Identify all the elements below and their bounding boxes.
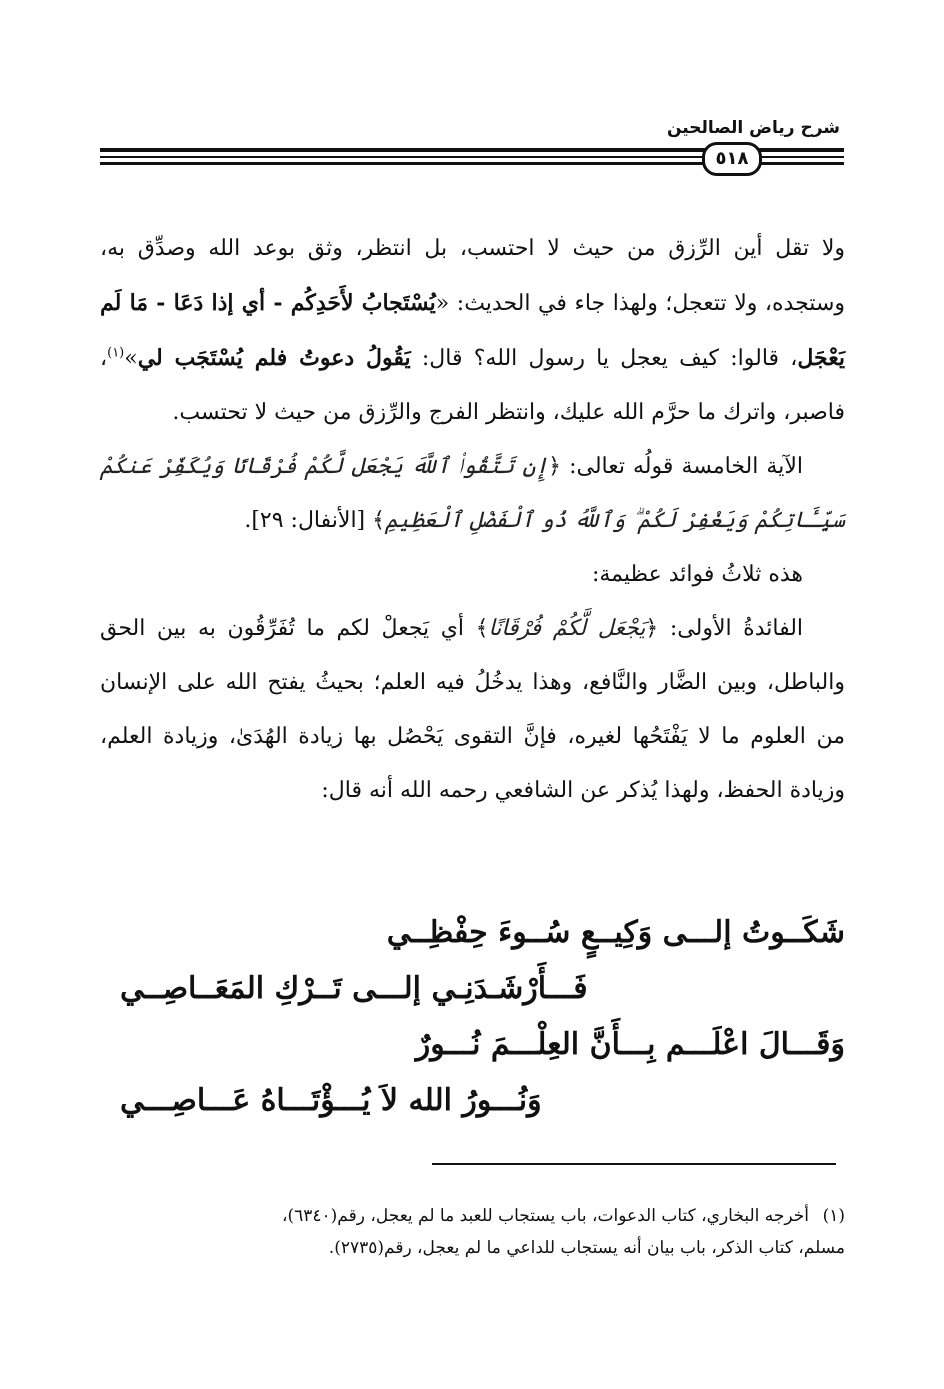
footnote-mark: (١) [822, 1206, 845, 1226]
footnote-separator [432, 1163, 836, 1165]
p2-text-a: الآية الخامسة قولُه تعالى: ﴿ [548, 454, 803, 479]
quran-phrase: يَجْعَل لَّكُمْ فُرْقَانًا [488, 616, 646, 641]
main-text [100, 222, 845, 818]
p2-text-b: ﴾ [الأنفال: ٢٩]. [244, 508, 386, 533]
footnotes [100, 1200, 845, 1264]
p1-text-d: ، فاصبر، واترك ما حرَّم الله عليك، وانتظر الفرج والرِّزق من حيث لا تحتسب. [100, 346, 845, 425]
quran-verse-anfal-29: إِن تَتَّقُوا۟ ٱللَّهَ يَجْعَل لَّكُمْ فُرْقَانًا وَيُكَفِّرْ عَنكُمْ سَيِّـَٔاتِكُمْ وَيَغْفِرْ لَكُمْ ۗ وَٱللَّهُ ذُو ٱلْفَضْلِ ٱلْعَظِيمِ [100, 454, 845, 533]
p4-text-a: الفائدةُ الأولى: ﴿ [645, 616, 804, 641]
hadith-quote-1: يُسْتَجابُ لأَحَدِكُم - أي إذا دَعَا - مَا لَم يَعْجَل [100, 290, 845, 371]
footnote-1-cont [100, 1232, 845, 1264]
p1-text-c: » [124, 346, 138, 371]
running-header-title: شرح رياض الصالحين [666, 118, 840, 138]
paragraph-1 [100, 222, 845, 440]
poem-verse-2: فَـــأَرْشَـدَنِـي إلـــى تَــرْكِ المَعَــاصِــي [120, 971, 588, 1006]
footnote-line-1: أخرجه البخاري، كتاب الدعوات، باب يستجاب للعبد ما لم يعجل، رقم(٦٣٤٠)، [282, 1206, 809, 1226]
footnote-reference[interactable]: (١) [107, 345, 125, 361]
paragraph-2 [100, 440, 845, 548]
hadith-quote-2: يَقُولُ دعوتُ فلم يُسْتَجَب لي [137, 345, 411, 371]
p1-text-b: ، قالوا: كيف يعجل يا رسول الله؟ قال: [410, 346, 798, 371]
paragraph-4 [100, 602, 845, 818]
poem-verse-4: وَنُـــورُ الله لاَ يُـــؤْتَـــاهُ عَـــاصِـــي [120, 1083, 542, 1118]
paragraph-3: هذه ثلاثُ فوائد عظيمة: [591, 562, 803, 587]
p4-text-b: ﴾ أي يَجعلْ لكم ما تُفَرِّقُون به بين الحق والباطل، وبين الضَّار والنَّافع، وهذا يدخُلُ فيه العلم؛ بحيثُ يفتح الله على الإنسان من العلوم ما لا يَفْتَحُها لغيره، فإنَّ التقوى يَحْصُل بها زيادة الهُدَىٰ، وزيادة العلم، وزيادة الحفظ، ولهذا يُذكر عن الشافعي رحمه الله أنه قال: [100, 616, 845, 803]
poem-verse-3: وَقَـــالَ اعْلَـــم بِـــأَنَّ العِلْـــمَ نُـــورٌ [415, 1027, 845, 1062]
footnote-1 [100, 1200, 845, 1232]
poem [100, 905, 845, 1129]
footnote-line-2: مسلم، كتاب الذكر، باب بيان أنه يستجاب للداعي ما لم يعجل، رقم(٢٧٣٥). [328, 1238, 845, 1258]
page-number-badge: ٥١٨ [702, 142, 762, 176]
p1-text-a: ولا تقل أين الرِّزق من حيث لا احتسب، بل انتظر، وثق بوعد الله وصدِّق به، وستجده، ولا تتعجل؛ ولهذا جاء في الحديث: « [100, 236, 846, 316]
poem-verse-1: شَكَــوتُ إلـــى وَكِيــعٍ سُــوءَ حِفْظِــي [386, 915, 845, 950]
